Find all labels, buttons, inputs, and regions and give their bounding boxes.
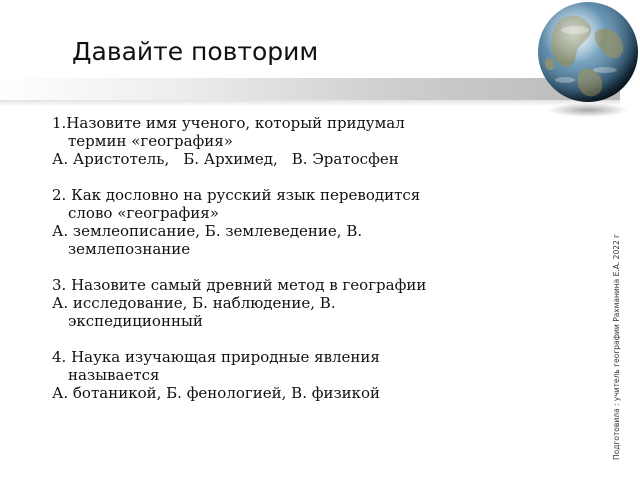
answer-options: А. исследование, Б. наблюдение, В. xyxy=(52,294,336,312)
slide-title: Давайте повторим xyxy=(72,37,319,66)
question-list xyxy=(52,114,472,402)
question-text: 2. Как дословно на русский язык переводится xyxy=(52,186,421,204)
question-1 xyxy=(52,114,472,168)
question-4 xyxy=(52,348,472,402)
question-text: 4. Наука изучающая природные явления xyxy=(52,348,380,366)
question-3 xyxy=(52,276,472,330)
answer-options: А. ботаникой, Б. фенологией, В. физикой xyxy=(52,384,381,402)
option-b: Б. Архимед, xyxy=(183,150,278,168)
author-credit: Подготовила : учитель географии Рахманина Е.А. 2022 г xyxy=(612,233,621,460)
header-band-shadow xyxy=(0,100,620,106)
answer-options-continued: экспедиционный xyxy=(68,312,203,330)
option-c: В. Эратосфен xyxy=(291,150,399,168)
header-band xyxy=(0,78,620,100)
question-text: 1.Назовите имя ученого, который придумал xyxy=(52,114,405,132)
question-text: 3. Назовите самый древний метод в географии xyxy=(52,276,427,294)
question-text-continued: слово «география» xyxy=(68,204,219,222)
earth-globe-icon xyxy=(530,0,640,120)
answer-options: А. землеописание, Б. землеведение, В. xyxy=(52,222,363,240)
question-text-continued: термин «география» xyxy=(68,132,233,150)
answer-options xyxy=(52,150,472,168)
answer-options-continued: землепознание xyxy=(68,240,191,258)
question-text-continued: называется xyxy=(68,366,160,384)
question-2 xyxy=(52,186,472,258)
option-a: А. Аристотель, xyxy=(52,150,170,168)
